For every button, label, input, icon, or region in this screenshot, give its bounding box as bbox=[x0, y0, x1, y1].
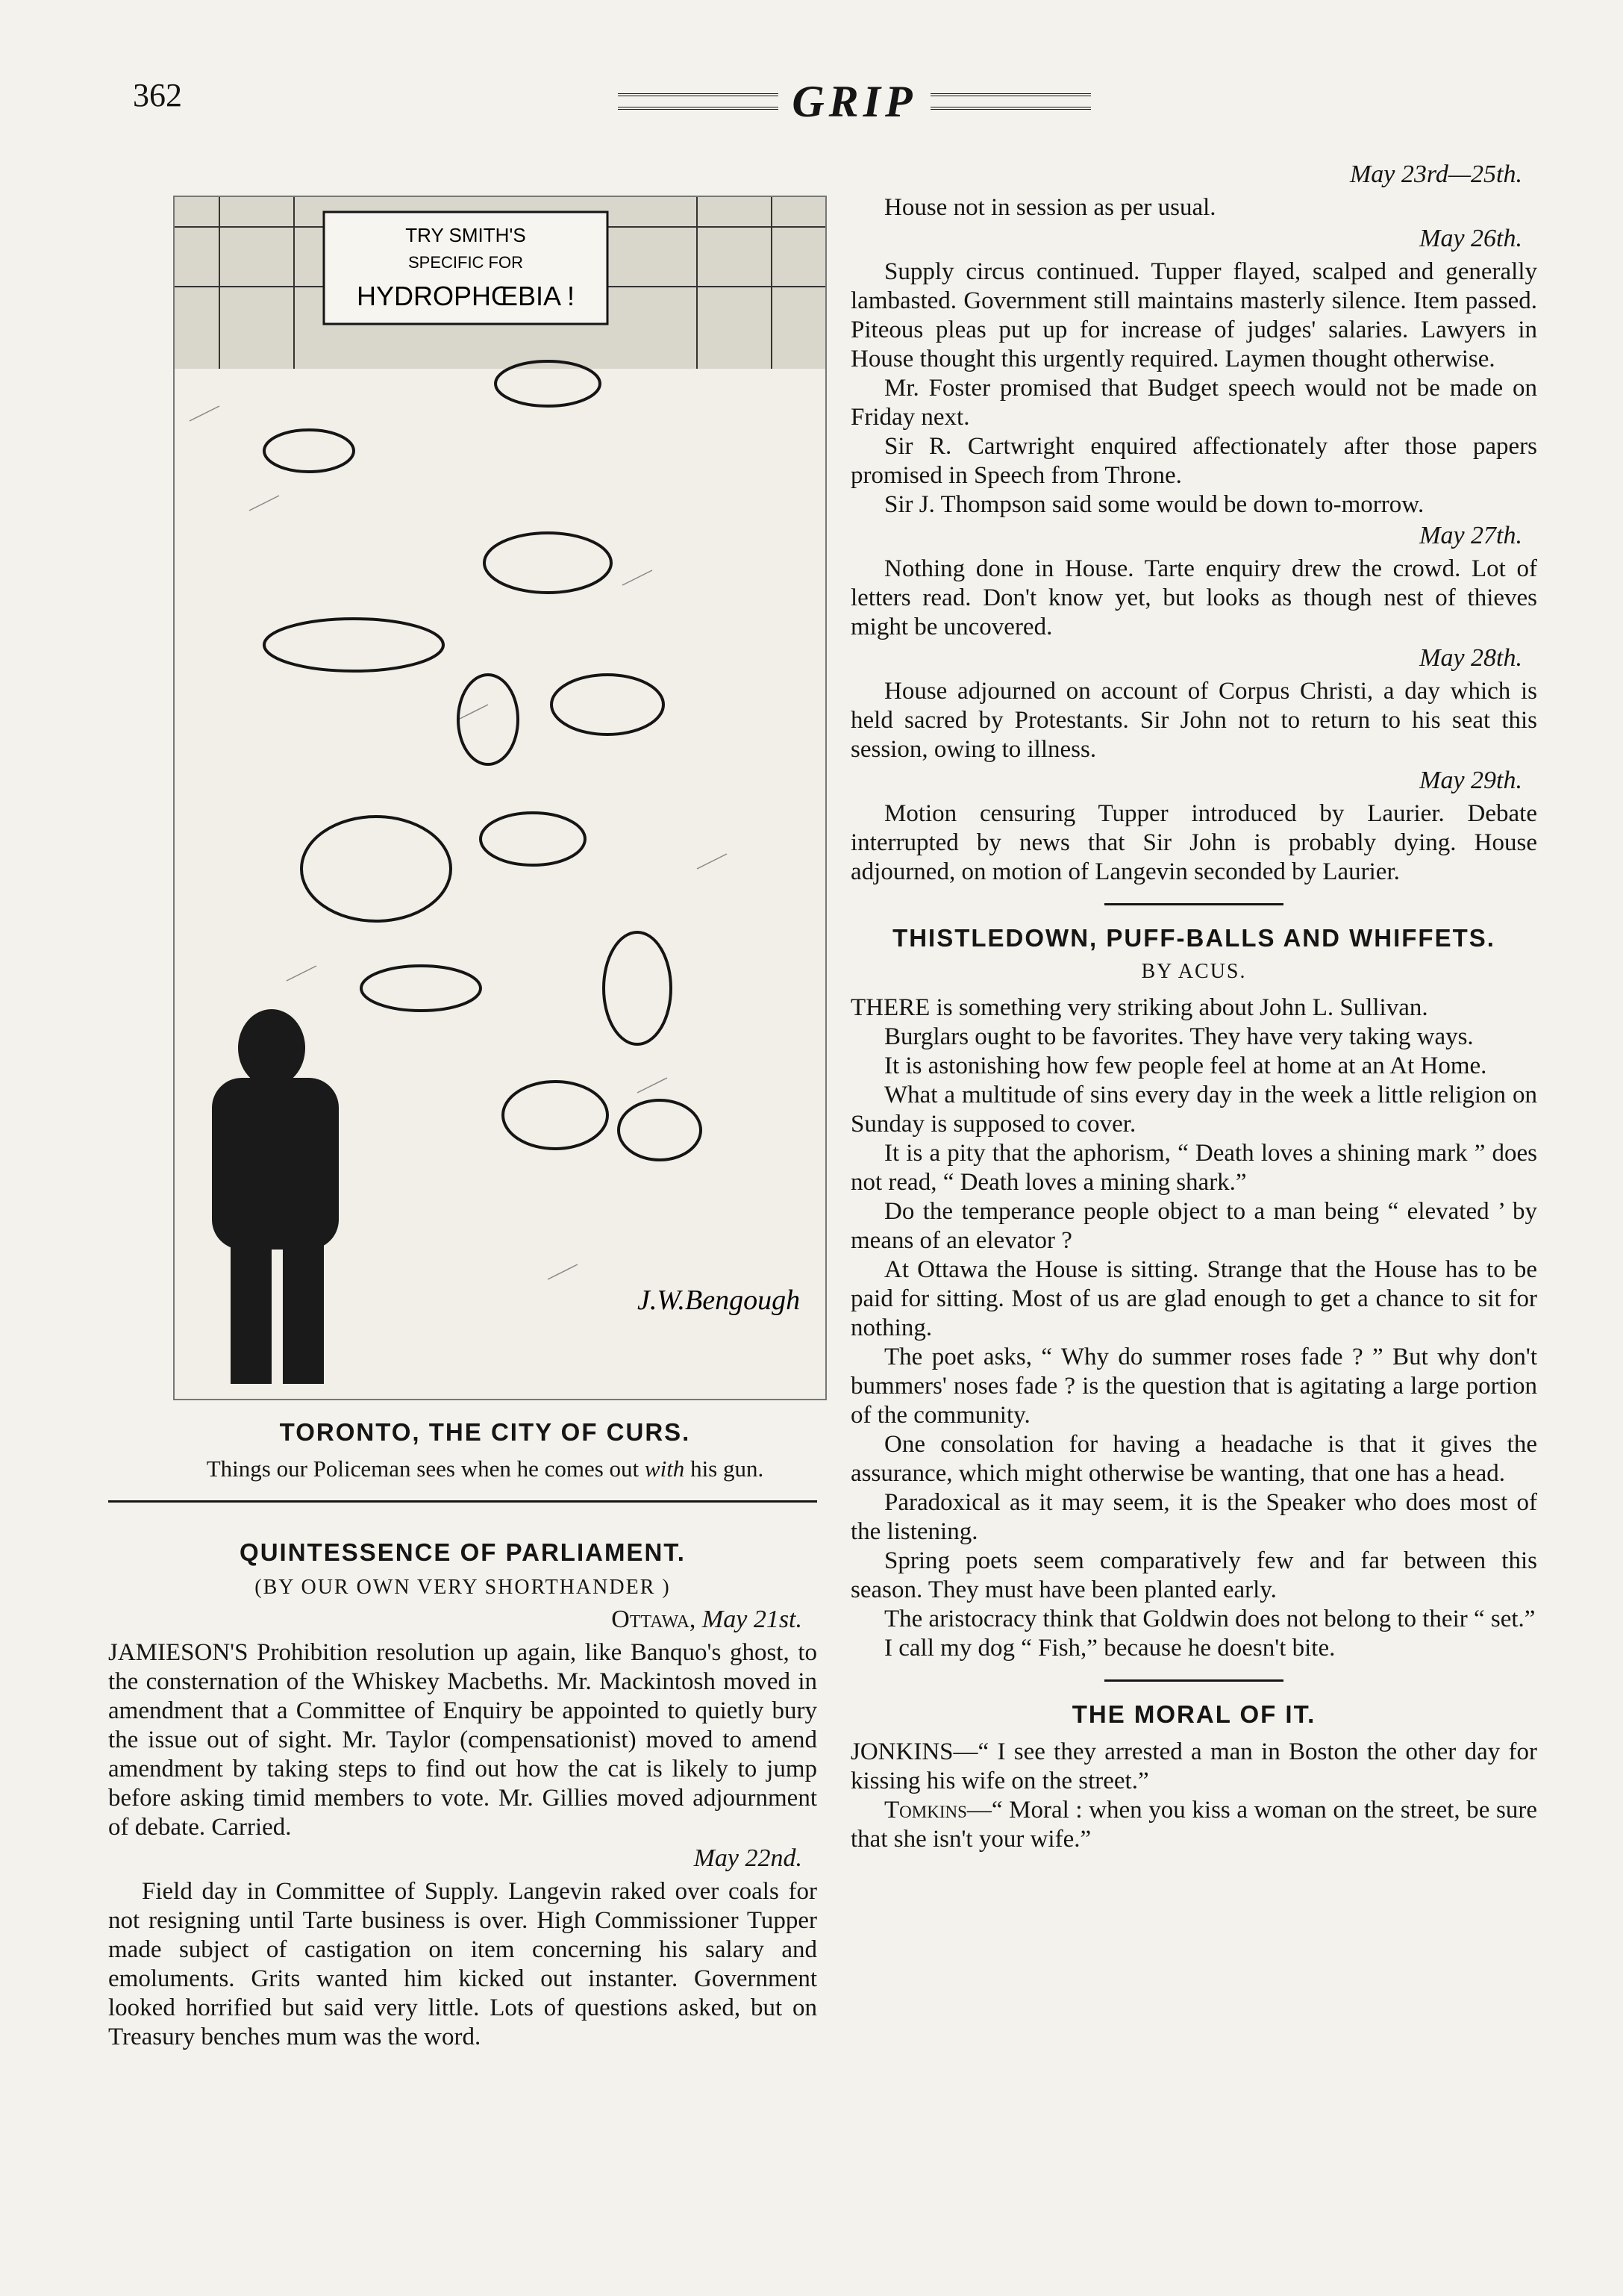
paragraph: JAMIESON'S Prohibition resolution up again, like Banquo's ghost, to the consternation of the Whiskey Macbeths. Mr. Mackintosh moved in amendment that a Committee of Enquiry be appointed to quietly bury the issue out of sight. Mr. Taylor (compensationist) moved to amend amendment by taking steps to find out how the cat is likely to jump before asking timid members to vote. Mr. Gillies moved adjournment of debate. Carried. bbox=[108, 1639, 817, 1841]
paragraph: One consolation for having a headache is that it gives the assurance, which might otherwise be wanting, that one has a head. bbox=[851, 1431, 1537, 1487]
paragraph: Nothing done in House. Tarte enquiry drew the crowd. Lot of letters read. Don't know yet, but looks as though nest of thieves might be uncovered. bbox=[851, 555, 1537, 640]
cartoon-caption: Things our Policeman sees when he comes out with his gun. bbox=[206, 1456, 764, 1482]
parliament-article bbox=[108, 1538, 817, 2052]
dog bbox=[481, 813, 585, 865]
parliament-title: QUINTESSENCE OF PARLIAMENT. bbox=[240, 1538, 686, 1566]
dateline: May 28th. bbox=[1419, 644, 1522, 672]
paragraph: Motion censuring Tupper introduced by Laurier. Debate interrupted by news that Sir John is probably dying. House adjourned, on motion of Langevin seconded by Laurier. bbox=[851, 800, 1537, 885]
paragraph: JONKINS—“ I see they arrested a man in Boston the other day for kissing his wife on the street.” bbox=[851, 1738, 1537, 1794]
paragraph: I call my dog “ Fish,” because he doesn't bite. bbox=[884, 1635, 1336, 1662]
paragraph: Field day in Committee of Supply. Langevin raked over coals for not resigning until Tarte business is over. High Commissioner Tupper made subject of castigation on item concerning his salary and emoluments. Grits wanted him kicked out instanter. Government looked horrified but said very little. Lots of questions asked, but on Treasury benches mum was the word. bbox=[108, 1878, 817, 2050]
sign-line-3: HYDROPHŒBIA ! bbox=[356, 281, 575, 311]
dog bbox=[264, 430, 354, 472]
section-divider bbox=[1104, 1679, 1283, 1682]
paragraph: The aristocracy think that Goldwin does not belong to their “ set.” bbox=[884, 1606, 1536, 1632]
thistledown-title: THISTLEDOWN, PUFF-BALLS AND WHIFFETS. bbox=[892, 924, 1495, 952]
masthead-rule-left bbox=[618, 93, 778, 110]
sign-line-2: SPECIFIC FOR bbox=[407, 253, 524, 272]
artist-signature: J.W.Bengough bbox=[637, 1285, 801, 1316]
dog bbox=[619, 1100, 701, 1160]
sign-line-1: TRY SMITH'S bbox=[405, 224, 526, 246]
cartoon-illustration bbox=[173, 196, 827, 1400]
dog-group bbox=[264, 361, 701, 1160]
parliament-byline: (BY OUR OWN VERY SHORTHANDER ) bbox=[254, 1576, 671, 1599]
page-number: 362 bbox=[133, 77, 182, 113]
section-divider bbox=[1104, 903, 1283, 905]
dateline: May 29th. bbox=[1419, 767, 1522, 794]
paragraph: It is astonishing how few people feel at home at an At Home. bbox=[884, 1052, 1487, 1079]
paragraph: Do the temperance people object to a man being “ elevated ’ by means of an elevator ? bbox=[851, 1198, 1537, 1254]
paragraph: Paradoxical as it may seem, it is the Speaker who does most of the listening. bbox=[851, 1489, 1537, 1545]
paragraph: Tomkins—“ Moral : when you kiss a woman on the street, be sure that she isn't your wife.” bbox=[851, 1797, 1537, 1853]
paragraph: House not in session as per usual. bbox=[884, 194, 1216, 221]
dateline: Ottawa, May 21st. bbox=[611, 1606, 802, 1633]
masthead bbox=[604, 72, 1104, 131]
paragraph: House adjourned on account of Corpus Christi, a day which is held sacred by Protestants. Sir John not to return to his seat this session, owing to illness. bbox=[851, 678, 1537, 763]
dateline: May 27th. bbox=[1419, 522, 1522, 549]
paragraph: Sir J. Thompson said some would be down to-morrow. bbox=[884, 491, 1425, 518]
dog bbox=[361, 966, 481, 1011]
paragraph: Sir R. Cartwright enquired affectionately after those papers promised in Speech from Throne. bbox=[851, 433, 1537, 489]
publication-title: GRIP bbox=[792, 76, 917, 126]
dog bbox=[301, 817, 451, 921]
paragraph: At Ottawa the House is sitting. Strange that the House has to be paid for sitting. Most of us are glad enough to get a chance to sit for nothing. bbox=[851, 1256, 1537, 1341]
paragraph: Mr. Foster promised that Budget speech would not be made on Friday next. bbox=[851, 375, 1537, 431]
paragraph: It is a pity that the aphorism, “ Death loves a shining mark ” does not read, “ Death loves a mining shark.” bbox=[851, 1140, 1537, 1196]
dog bbox=[264, 619, 443, 671]
dateline: May 23rd—25th. bbox=[1349, 160, 1522, 188]
thistledown-byline: BY ACUS. bbox=[1141, 960, 1247, 983]
dog bbox=[484, 533, 611, 593]
paragraph: Supply circus continued. Tupper flayed, scalped and generally lambasted. Government still maintains masterly silence. Item passed. Piteous pleas put up for increase of judges' salaries. Lawyers in House thought this urgently required. Laymen thought otherwise. bbox=[851, 258, 1537, 372]
masthead-rule-right bbox=[931, 93, 1091, 110]
paragraph: THERE is something very striking about John L. Sullivan. bbox=[851, 994, 1428, 1021]
paragraph: Burglars ought to be favorites. They have very taking ways. bbox=[884, 1023, 1474, 1050]
paragraph: What a multitude of sins every day in the week a little religion on Sunday is supposed to cover. bbox=[851, 1082, 1537, 1138]
column-rule bbox=[108, 1500, 817, 1503]
paragraph: Spring poets seem comparatively few and far between this season. They must have been planted early. bbox=[851, 1547, 1537, 1603]
policeman-figure bbox=[212, 1009, 339, 1384]
dog bbox=[604, 932, 671, 1044]
paragraph: The poet asks, “ Why do summer roses fade ? ” But why don't bummers' noses fade ? is the question that is agitating a large portion of the community. bbox=[851, 1344, 1537, 1429]
dateline: May 22nd. bbox=[693, 1844, 802, 1872]
dog bbox=[458, 675, 518, 764]
parliament-continued bbox=[851, 158, 1537, 1854]
dog bbox=[551, 675, 663, 734]
dateline: May 26th. bbox=[1419, 225, 1522, 252]
cartoon-title: TORONTO, THE CITY OF CURS. bbox=[279, 1418, 691, 1446]
dog bbox=[503, 1082, 607, 1149]
moral-title: THE MORAL OF IT. bbox=[1072, 1700, 1316, 1728]
